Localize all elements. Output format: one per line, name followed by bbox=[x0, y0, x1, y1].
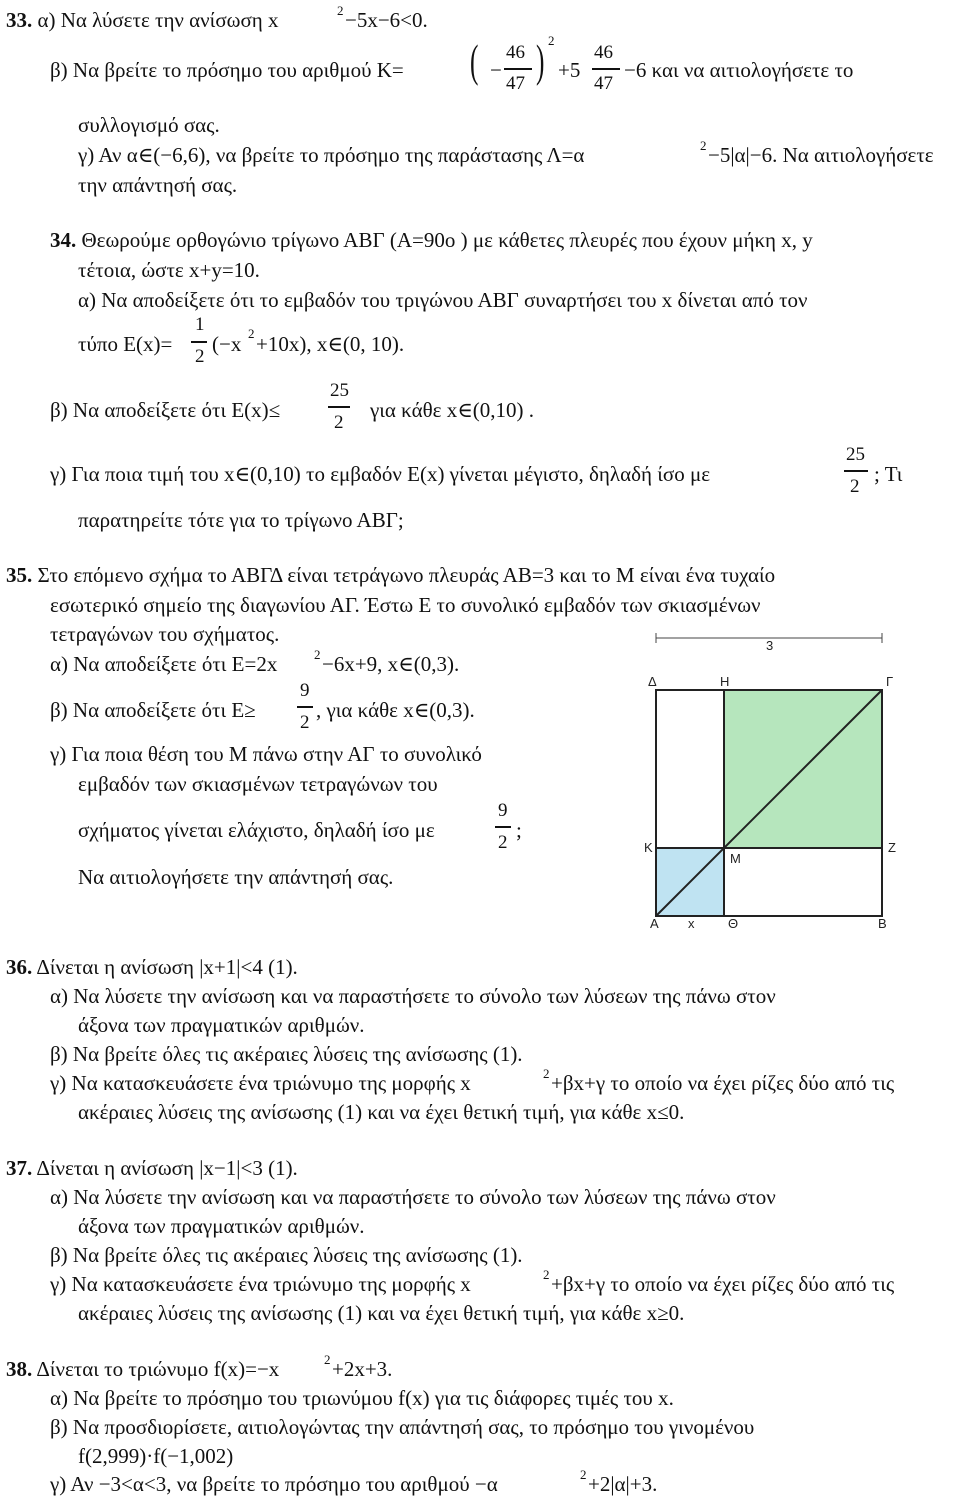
problem-37-c-sup: 2 bbox=[543, 1267, 550, 1282]
problem-35-intro3: τετραγώνων του σχήματος. bbox=[50, 622, 280, 646]
problem-33-a-text: α) Να λύσετε την ανίσωση x bbox=[37, 8, 279, 32]
problem-34-b-lead: β) Να αποδείξετε ότι Ε(x)≤ bbox=[50, 398, 281, 422]
problem-34-a-formula-end: +10x), x∈(0, 10). bbox=[256, 332, 405, 356]
problem-38-title-tail: +2x+3. bbox=[332, 1357, 393, 1381]
problem-38-title: Δίνεται το τριώνυμο f(x)=−x bbox=[36, 1357, 280, 1381]
label-beta: Β bbox=[878, 916, 887, 930]
problem-34-c-frac-den: 2 bbox=[850, 476, 860, 497]
problem-33-square-sup: 2 bbox=[548, 33, 555, 48]
problem-35-number: 35. bbox=[6, 563, 33, 587]
problem-36-c: γ) Να κατασκευάσετε ένα τριώνυμο της μορφής x bbox=[50, 1071, 471, 1095]
label-theta: Θ bbox=[728, 916, 739, 930]
problem-38-number: 38. bbox=[6, 1357, 33, 1381]
problem-38-c-sup: 2 bbox=[580, 1467, 587, 1482]
problem-33-a-sup: 2 bbox=[337, 3, 344, 18]
problem-35-intro: Στο επόμενο σχήμα το ΑΒΓΔ είναι τετράγωνο πλευράς ΑΒ=3 και το Μ είναι ένα τυχαίο bbox=[37, 563, 776, 587]
problem-35-c3-frac-num: 9 bbox=[498, 800, 508, 821]
problem-38-c-tail: +2|α|+3. bbox=[588, 1472, 658, 1496]
problem-34-a-frac-bar bbox=[191, 341, 207, 343]
problem-33-right-paren: ) bbox=[536, 35, 545, 86]
problem-35-b-tail: , για κάθε x∈(0,3). bbox=[316, 698, 475, 722]
problem-35-b-frac-num: 9 bbox=[300, 680, 310, 701]
problem-34-a-formula-lead: τύπο Ε(x)= bbox=[78, 332, 173, 356]
problem-38-b2: f(2,999)·f(−1,002) bbox=[78, 1444, 234, 1468]
label-delta: Δ bbox=[648, 674, 657, 689]
problem-33-a-line bbox=[6, 8, 279, 32]
problem-35-c3-lead: σχήματος γίνεται ελάχιστο, δηλαδή ίσο με bbox=[78, 818, 435, 842]
problem-34-c-frac-bar bbox=[844, 470, 868, 472]
problem-33-left-paren: ( bbox=[470, 35, 479, 86]
problem-33-b-lead: β) Να βρείτε το πρόσημο του αριθμού Κ= bbox=[50, 58, 404, 82]
problem-36-c2: ακέραιες λύσεις της ανίσωσης (1) και να έχει θετική τιμή, για κάθε x≤0. bbox=[78, 1100, 685, 1124]
problem-33-number: 33. bbox=[6, 8, 33, 32]
problem-37-number: 37. bbox=[6, 1156, 33, 1180]
problem-34-b-frac-bar bbox=[328, 406, 350, 408]
problem-33-b-cont: συλλογισμό σας. bbox=[78, 113, 220, 137]
problem-34-b-tail: για κάθε x∈(0,10) . bbox=[370, 398, 534, 422]
label-eta: Η bbox=[720, 674, 730, 689]
problem-33-c-sup: 2 bbox=[700, 138, 707, 153]
problem-33-frac2-num: 46 bbox=[594, 42, 613, 63]
problem-35-a-tail: −6x+9, x∈(0,3). bbox=[322, 652, 460, 676]
problem-35-b-frac-bar bbox=[297, 706, 313, 708]
problem-34-a-frac-den: 2 bbox=[195, 346, 205, 367]
problem-35-c4: Να αιτιολογήσετε την απάντησή σας. bbox=[78, 865, 394, 889]
problem-35-a-text: α) Να αποδείξετε ότι Ε=2x bbox=[50, 652, 278, 676]
problem-34-number: 34. bbox=[50, 228, 77, 252]
problem-34-c-lead: γ) Για ποια τιμή του x∈(0,10) το εμβαδόν Ε(x) γίνεται μέγιστο, δηλαδή ίσο με bbox=[50, 462, 711, 486]
problem-34-c-tail: ; Τι bbox=[874, 462, 903, 486]
problem-34-c-cont: παρατηρείτε τότε για το τρίγωνο ΑΒΓ; bbox=[78, 508, 404, 532]
problem-34-intro2: τέτοια, ώστε x+y=10. bbox=[78, 258, 260, 282]
problem-35-a-sup: 2 bbox=[314, 647, 321, 662]
problem-33-frac-den: 47 bbox=[506, 73, 525, 94]
problem-35-c3-tail: ; bbox=[516, 818, 522, 842]
problem-36-c-tail: +βx+γ το οποίο να έχει ρίζες δύο από τις bbox=[551, 1071, 895, 1095]
problem-36-c-sup: 2 bbox=[543, 1066, 550, 1081]
problem-35-c2: εμβαδόν των σκιασμένων τετραγώνων του bbox=[78, 772, 438, 796]
problem-36-a: α) Να λύσετε την ανίσωση και να παραστήσετε το σύνολο των λύσεων της πάνω στον bbox=[50, 984, 776, 1008]
problem-34-b-frac-num: 25 bbox=[330, 380, 349, 401]
problem-36-title-line bbox=[6, 955, 298, 979]
problem-33-frac2-den: 47 bbox=[594, 73, 613, 94]
problem-33-c-cont: την απάντησή σας. bbox=[78, 173, 238, 197]
problem-35-intro2: εσωτερικό σημείο της διαγωνίου ΑΓ. Έστω Ε το συνολικό εμβαδόν των σκιασμένων bbox=[50, 593, 761, 617]
problem-36-a2: άξονα των πραγματικών αριθμών. bbox=[78, 1013, 365, 1037]
problem-36-number: 36. bbox=[6, 955, 33, 979]
problem-33-frac-num: 46 bbox=[506, 42, 525, 63]
problem-34-a-text: α) Να αποδείξετε ότι το εμβαδόν του τριγώνου ΑΒΓ συναρτήσει του x δίνεται από τον bbox=[78, 288, 808, 312]
problem-33-b-tail: −6 και να αιτιολογήσετε το bbox=[624, 58, 854, 82]
problem-37-a2: άξονα των πραγματικών αριθμών. bbox=[78, 1214, 365, 1238]
problem-36-title: Δίνεται η ανίσωση |x+1|<4 (1). bbox=[36, 955, 298, 979]
problem-33-c-text: γ) Αν α∈(−6,6), να βρείτε το πρόσημο της παράστασης Λ=α bbox=[78, 143, 585, 167]
problem-38-b: β) Να προσδιορίσετε, αιτιολογώντας την απάντησή σας, το πρόσημο του γινομένου bbox=[50, 1415, 755, 1439]
problem-34-a-frac-num: 1 bbox=[195, 314, 205, 335]
problem-34-b-frac-den: 2 bbox=[334, 412, 344, 433]
label-zeta: Ζ bbox=[888, 840, 896, 855]
label-gamma: Γ bbox=[886, 674, 894, 689]
label-mu: Μ bbox=[730, 851, 741, 866]
label-kappa: Κ bbox=[644, 840, 653, 855]
problem-37-title-line bbox=[6, 1156, 298, 1180]
problem-33-a-tail: −5x−6<0. bbox=[345, 8, 428, 32]
problem-37-c2: ακέραιες λύσεις της ανίσωσης (1) και να έχει θετική τιμή, για κάθε x≥0. bbox=[78, 1301, 685, 1325]
problem-35-c3-frac-bar bbox=[495, 826, 511, 828]
problem-34-c-frac-num: 25 bbox=[846, 444, 865, 465]
problem-35-b-frac-den: 2 bbox=[300, 712, 310, 733]
label-alpha: Α bbox=[650, 916, 659, 930]
problem-36-b: β) Να βρείτε όλες τις ακέραιες λύσεις της ανίσωσης (1). bbox=[50, 1042, 523, 1066]
problem-37-title: Δίνεται η ανίσωση |x−1|<3 (1). bbox=[36, 1156, 298, 1180]
problem-35-intro-line bbox=[6, 563, 775, 587]
problem-35-c3-frac-den: 2 bbox=[498, 832, 508, 853]
problem-38-c: γ) Αν −3<α<3, να βρείτε το πρόσημο του αριθμού −α bbox=[50, 1472, 498, 1496]
problem-33-plus5: +5 bbox=[558, 58, 581, 82]
problem-33-minus: − bbox=[490, 58, 502, 82]
problem-33-frac2-bar bbox=[592, 68, 620, 70]
problem-37-c: γ) Να κατασκευάσετε ένα τριώνυμο της μορφής x bbox=[50, 1272, 471, 1296]
problem-38-title-line bbox=[6, 1357, 279, 1381]
label-x: x bbox=[688, 916, 695, 930]
problem-34-intro: Θεωρούμε ορθογώνιο τρίγωνο ΑΒΓ (Α=90ο ) με κάθετες πλευρές που έχουν μήκη x, y bbox=[81, 228, 813, 252]
dimension-label: 3 bbox=[766, 638, 774, 653]
problem-34-a-formula-tail: (−x bbox=[212, 332, 242, 356]
problem-34-intro-line bbox=[50, 228, 813, 252]
problem-37-c-tail: +βx+γ το οποίο να έχει ρίζες δύο από τις bbox=[551, 1272, 895, 1296]
problem-38-a: α) Να βρείτε το πρόσημο του τριωνύμου f(x) για τις διάφορες τιμές του x. bbox=[50, 1386, 674, 1410]
problem-33-frac-bar bbox=[504, 68, 532, 70]
square-figure bbox=[640, 630, 920, 930]
problem-34-a-formula-sup: 2 bbox=[248, 326, 255, 341]
problem-33-c-tail: −5|α|−6. Να αιτιολογήσετε bbox=[708, 143, 934, 167]
problem-35-c-text: γ) Για ποια θέση του Μ πάνω στην ΑΓ το συνολικό bbox=[50, 742, 482, 766]
problem-38-title-sup: 2 bbox=[324, 1352, 331, 1367]
problem-37-a: α) Να λύσετε την ανίσωση και να παραστήσετε το σύνολο των λύσεων της πάνω στον bbox=[50, 1185, 776, 1209]
problem-35-b-lead: β) Να αποδείξετε ότι Ε≥ bbox=[50, 698, 256, 722]
problem-37-b: β) Να βρείτε όλες τις ακέραιες λύσεις της ανίσωσης (1). bbox=[50, 1243, 523, 1267]
